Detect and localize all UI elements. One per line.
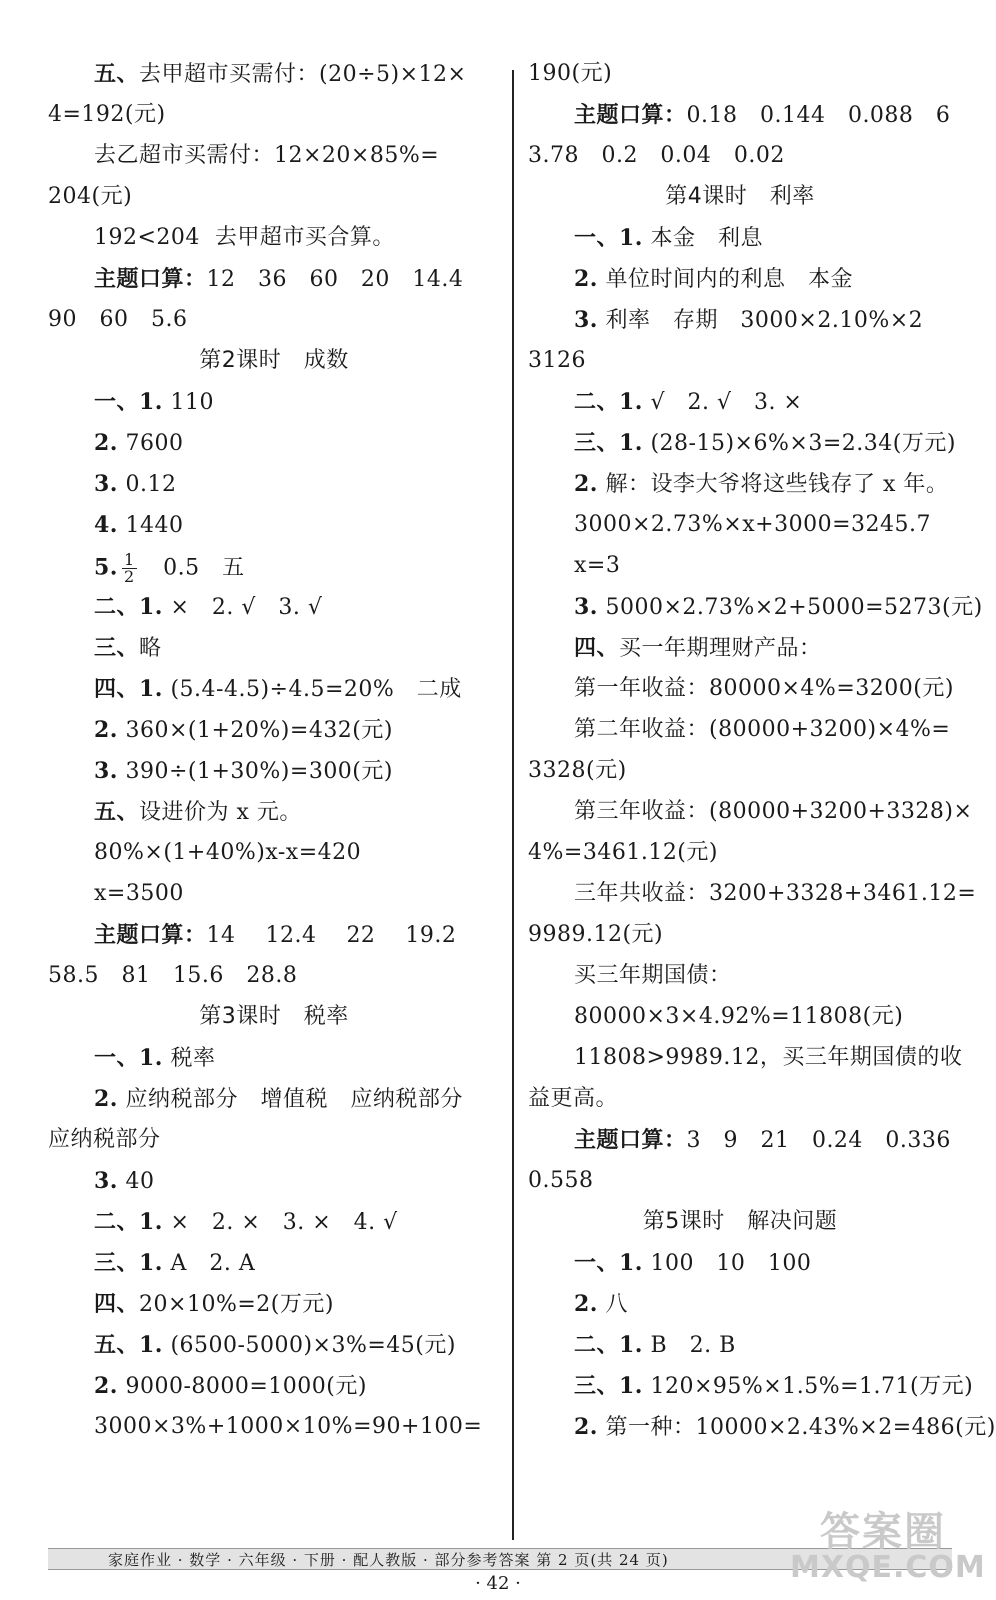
line-text: 190(元) (528, 61, 613, 86)
item-label: 4. (94, 512, 118, 538)
line-text: 第5课时 解决问题 (642, 1209, 838, 1234)
section-heading (528, 1208, 952, 1236)
footer-text: 家庭作业 · 数学 · 六年级 · 下册 · 配人教版 · 部分参考答案 第 2 页(共 24 页) (108, 1551, 669, 1569)
answer-line (528, 470, 952, 498)
item-label: 2. (574, 471, 598, 497)
item-label: 2. (94, 717, 118, 743)
answer-line (48, 921, 500, 949)
line-text: 3000×2.73%×x+3000=3245.7 (574, 512, 931, 537)
line-text: A 2. A (162, 1251, 256, 1276)
right-column (528, 60, 996, 1454)
line-text: 40 (117, 1169, 155, 1194)
line-text: 3 9 21 0.24 0.336 (686, 1128, 951, 1153)
line-text: 去甲超市买需付：(20÷5)×12× (139, 62, 467, 87)
answer-line (48, 550, 500, 586)
line-text: 第一种：10000×2.43%×2=486(元) (597, 1415, 996, 1440)
answer-line (48, 593, 500, 621)
item-label: 五、 (94, 799, 140, 825)
answer-line (48, 60, 500, 88)
item-label: 一、1. (574, 225, 643, 251)
line-text: 0.12 (117, 472, 177, 497)
item-label: 三、1. (574, 1373, 643, 1399)
left-column (48, 60, 500, 1454)
line-text: 80%×(1+40%)x-x=420 (94, 840, 362, 865)
answer-line (528, 1372, 974, 1400)
answer-line (528, 839, 952, 867)
item-label: 主题口算： (574, 102, 687, 128)
item-label: 五、1. (94, 1332, 163, 1358)
line-text: 11808>9989.12，买三年期国债的收 (574, 1045, 963, 1070)
item-label: 三、 (94, 635, 140, 661)
line-text: (6500-5000)×3%=45(元) (162, 1333, 456, 1358)
answer-line (48, 1167, 500, 1195)
line-text: 买三年期国债： (574, 963, 732, 988)
answer-line (528, 921, 952, 949)
line-text: x=3 (574, 553, 621, 578)
line-text: 第3课时 税率 (199, 1004, 349, 1029)
answer-line (48, 511, 500, 539)
line-text: 3.78 0.2 0.04 0.02 (528, 143, 785, 168)
item-label: 2. (94, 1086, 118, 1112)
line-text: 204(元) (48, 184, 133, 209)
answer-line (528, 1167, 952, 1195)
line-text: 单位时间内的利息 本金 (597, 267, 853, 292)
answer-line (48, 1249, 500, 1277)
line-text: 3000×3%+1000×10%=90+100= (94, 1414, 483, 1439)
answer-line (528, 962, 952, 990)
answer-line (528, 60, 952, 88)
answer-line (48, 1372, 500, 1400)
answer-line (528, 880, 977, 908)
line-text: 390÷(1+30%)=300(元) (117, 759, 393, 784)
item-label: 三、1. (94, 1250, 163, 1276)
watermark-url: MXQE.COM (790, 1550, 986, 1585)
item-label: 四、1. (94, 676, 163, 702)
item-label: 2. (94, 430, 118, 456)
answer-line (528, 224, 952, 252)
line-text: 192<204 去甲超市买合算。 (94, 225, 395, 250)
line-text: 去乙超市买需付：12×20×85%= (94, 143, 440, 168)
item-label: 四、 (94, 1291, 140, 1317)
answer-line (48, 388, 500, 416)
answer-line (528, 675, 952, 703)
answer-line (528, 1290, 952, 1318)
answer-line (48, 101, 500, 129)
fraction-denominator: 2 (123, 567, 135, 586)
item-label: 五、 (94, 61, 140, 87)
item-label: 3. (94, 471, 118, 497)
answer-line (48, 224, 500, 252)
line-text: 120×95%×1.5%=1.71(万元) (642, 1374, 974, 1399)
line-text: 略 (139, 636, 162, 661)
line-text: 4%=3461.12(元) (528, 840, 718, 865)
answer-line (48, 1331, 500, 1359)
line-text: 应纳税部分 增值税 应纳税部分 (117, 1087, 463, 1112)
line-text: (28-15)×6%×3=2.34(万元) (642, 431, 956, 456)
answer-line (48, 183, 500, 211)
answer-line (48, 675, 500, 703)
answer-line (528, 716, 952, 744)
line-text: 90 60 5.6 (48, 307, 188, 332)
answer-line (528, 265, 952, 293)
answer-line (528, 1085, 952, 1113)
line-text: 益更高。 (528, 1086, 619, 1111)
item-label: 二、1. (574, 389, 643, 415)
line-text: 八 (597, 1292, 628, 1317)
line-text: (5.4-4.5)÷4.5=20% 二成 (162, 677, 462, 702)
answer-line (528, 593, 983, 621)
line-text: 3328(元) (528, 758, 627, 783)
line-text: 第2课时 成数 (199, 348, 349, 373)
answer-line (48, 1290, 500, 1318)
answer-line (528, 1126, 952, 1154)
line-text: 0.18 0.144 0.088 6 (686, 103, 951, 128)
answer-line (528, 1249, 952, 1277)
item-label: 3. (574, 594, 598, 620)
line-text: 110 (162, 390, 214, 415)
line-text: 税率 (162, 1046, 216, 1071)
item-label: 3. (94, 1168, 118, 1194)
line-text: 7600 (117, 431, 184, 456)
answer-line (528, 306, 952, 334)
answer-line (528, 101, 952, 129)
item-label: 三、1. (574, 430, 643, 456)
line-text: 58.5 81 15.6 28.8 (48, 963, 298, 988)
answer-line (48, 306, 500, 334)
item-label: 主题口算： (94, 266, 207, 292)
line-text: 0.558 (528, 1168, 594, 1193)
answer-line (528, 511, 952, 539)
column-divider (512, 70, 514, 1540)
line-text: 4=192(元) (48, 102, 166, 127)
answer-line (48, 1044, 500, 1072)
line-text: 三年共收益：3200+3328+3461.12= (574, 881, 977, 906)
line-text: × 2. × 3. × 4. √ (162, 1210, 398, 1235)
answer-line (528, 634, 952, 662)
answer-line (48, 142, 500, 170)
line-text: 第三年收益：(80000+3200+3328)× (574, 799, 973, 824)
answer-line (48, 880, 500, 908)
line-text: 9989.12(元) (528, 922, 664, 947)
item-label: 二、1. (94, 594, 163, 620)
section-heading (528, 183, 952, 211)
answer-line (48, 839, 500, 867)
answer-line (48, 470, 500, 498)
answer-line (48, 962, 500, 990)
line-text: 1440 (117, 513, 184, 538)
answer-line (48, 429, 500, 457)
line-text: x=3500 (94, 881, 184, 906)
answer-line (48, 798, 500, 826)
line-text: 5000×2.73%×2+5000=5273(元) (597, 595, 983, 620)
line-text: 第4课时 利率 (665, 184, 815, 209)
line-text: 利率 存期 3000×2.10%×2 (597, 308, 924, 333)
answer-line (528, 429, 956, 457)
line-text: 12 36 60 20 14.4 (206, 267, 464, 292)
answer-line (528, 1003, 952, 1031)
section-heading (48, 347, 500, 375)
answer-line (48, 1413, 500, 1441)
item-label: 5. (94, 554, 118, 581)
line-text: 本金 利息 (642, 226, 763, 251)
item-label: 四、 (574, 635, 620, 661)
answer-line (528, 142, 952, 170)
line-text: 14 12.4 22 19.2 (206, 923, 457, 948)
line-text: 设进价为 x 元。 (139, 800, 302, 825)
line-text: 买一年期理财产品： (619, 636, 822, 661)
page-number: · 42 · (475, 1573, 521, 1594)
line-text: × 2. √ 3. √ (162, 595, 323, 620)
answer-line (48, 757, 500, 785)
item-label: 一、1. (94, 389, 163, 415)
line-text: 9000-8000=1000(元) (117, 1374, 367, 1399)
answer-line (48, 1208, 500, 1236)
line-text: 360×(1+20%)=432(元) (117, 718, 393, 743)
item-label: 3. (94, 758, 118, 784)
answer-line (528, 798, 973, 826)
item-label: 二、1. (94, 1209, 163, 1235)
answer-line (528, 552, 952, 580)
answer-line (48, 634, 500, 662)
item-label: 2. (574, 266, 598, 292)
line-text: 80000×3×4.92%=11808(元) (574, 1004, 904, 1029)
answer-line (528, 757, 952, 785)
item-label: 一、1. (574, 1250, 643, 1276)
answer-line (528, 1331, 952, 1359)
answer-line (528, 347, 952, 375)
item-label: 二、1. (574, 1332, 643, 1358)
watermark-text: 答案圈 (820, 1509, 946, 1555)
line-text: B 2. B (642, 1333, 736, 1358)
item-label: 2. (574, 1414, 598, 1440)
answer-line (48, 265, 500, 293)
line-text: 应纳税部分 (48, 1127, 161, 1152)
line-text: 解：设李大爷将这些钱存了 x 年。 (597, 472, 949, 497)
item-label: 2. (94, 1373, 118, 1399)
item-label: 3. (574, 307, 598, 333)
line-text: √ 2. √ 3. × (642, 390, 803, 415)
fraction (122, 552, 137, 585)
watermark-logo (770, 1500, 986, 1590)
answer-line (528, 1413, 996, 1441)
answer-line (48, 1126, 500, 1154)
item-label: 一、1. (94, 1045, 163, 1071)
answer-line (48, 716, 500, 744)
item-label: 主题口算： (94, 922, 207, 948)
item-label: 2. (574, 1291, 598, 1317)
line-text: 0.5 五 (140, 555, 245, 581)
line-text: 第二年收益：(80000+3200)×4%= (574, 717, 951, 742)
answer-line (48, 1085, 500, 1113)
line-text: 3126 (528, 348, 586, 373)
line-text: 20×10%=2(万元) (139, 1292, 334, 1317)
answer-line (528, 1044, 963, 1072)
line-text: 100 10 100 (642, 1251, 812, 1276)
answer-line (528, 388, 952, 416)
section-heading (48, 1003, 500, 1031)
item-label: 主题口算： (574, 1127, 687, 1153)
fraction-numerator: 1 (123, 550, 135, 569)
line-text: 第一年收益：80000×4%=3200(元) (574, 676, 954, 701)
